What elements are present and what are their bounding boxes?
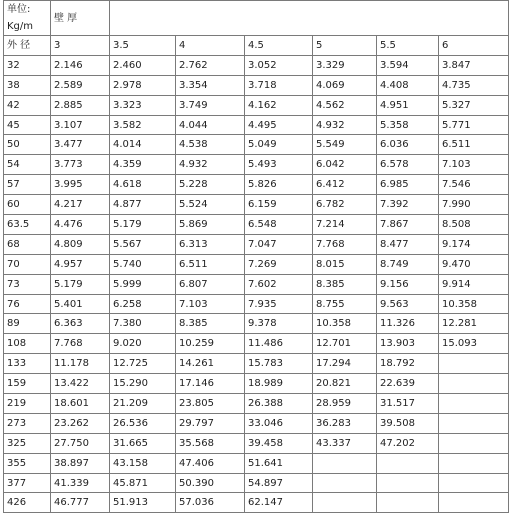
weight-cell: 6.782: [313, 195, 377, 215]
weight-cell: 10.358: [439, 294, 509, 314]
weight-cell: 23.805: [176, 394, 245, 414]
weight-cell: 47.406: [176, 453, 245, 473]
outer-diameter-cell: 32: [4, 55, 51, 75]
weight-cell: 8.749: [377, 254, 439, 274]
weight-cell: 26.536: [110, 413, 176, 433]
weight-cell: 27.750: [51, 433, 110, 453]
empty-cell: [439, 433, 509, 453]
weight-cell: 4.538: [176, 135, 245, 155]
weight-cell: 7.990: [439, 195, 509, 215]
outer-diameter-cell: 45: [4, 115, 51, 135]
weight-cell: 18.792: [377, 354, 439, 374]
weight-cell: 3.052: [245, 55, 313, 75]
weight-cell: 5.228: [176, 175, 245, 195]
weight-cell: 6.578: [377, 155, 439, 175]
weight-cell: 9.563: [377, 294, 439, 314]
table-row: [4, 433, 509, 453]
weight-cell: 5.049: [245, 135, 313, 155]
weight-cell: 4.932: [313, 115, 377, 135]
weight-cell: 46.777: [51, 493, 110, 513]
weight-cell: 7.546: [439, 175, 509, 195]
weight-cell: 3.107: [51, 115, 110, 135]
weight-cell: 8.385: [176, 314, 245, 334]
outer-diameter-cell: 133: [4, 354, 51, 374]
weight-cell: 9.020: [110, 334, 176, 354]
weight-cell: 3.718: [245, 75, 313, 95]
weight-cell: 7.103: [176, 294, 245, 314]
weight-cell: 47.202: [377, 433, 439, 453]
weight-cell: 12.281: [439, 314, 509, 334]
weight-cell: 18.601: [51, 394, 110, 414]
weight-cell: 17.146: [176, 374, 245, 394]
weight-cell: 14.261: [176, 354, 245, 374]
table-row: [4, 254, 509, 274]
weight-cell: 3.582: [110, 115, 176, 135]
empty-cell: [313, 493, 377, 513]
empty-cell: [439, 374, 509, 394]
empty-cell: [313, 453, 377, 473]
weight-cell: 5.826: [245, 175, 313, 195]
weight-cell: 43.158: [110, 453, 176, 473]
outer-diameter-cell: 89: [4, 314, 51, 334]
weight-cell: 9.156: [377, 274, 439, 294]
weight-cell: 6.036: [377, 135, 439, 155]
weight-cell: 3.594: [377, 55, 439, 75]
weight-cell: 13.422: [51, 374, 110, 394]
empty-cell: [439, 413, 509, 433]
table-row: [4, 234, 509, 254]
weight-cell: 4.014: [110, 135, 176, 155]
weight-cell: 5.740: [110, 254, 176, 274]
weight-cell: 7.867: [377, 215, 439, 235]
outer-diameter-cell: 76: [4, 294, 51, 314]
outer-diameter-cell: 57: [4, 175, 51, 195]
weight-cell: 31.517: [377, 394, 439, 414]
weight-cell: 5.999: [110, 274, 176, 294]
weight-cell: 8.015: [313, 254, 377, 274]
table-row: [4, 493, 509, 513]
weight-cell: 5.358: [377, 115, 439, 135]
outer-diameter-cell: 68: [4, 234, 51, 254]
weight-cell: 6.159: [245, 195, 313, 215]
table-row: [4, 55, 509, 75]
weight-cell: 21.209: [110, 394, 176, 414]
weight-cell: 50.390: [176, 473, 245, 493]
weight-cell: 7.047: [245, 234, 313, 254]
thickness-header-cell: 6: [439, 36, 509, 56]
weight-cell: 8.477: [377, 234, 439, 254]
empty-cell: [439, 453, 509, 473]
weight-cell: 39.458: [245, 433, 313, 453]
weight-cell: 11.326: [377, 314, 439, 334]
table-row: [4, 274, 509, 294]
weight-cell: 3.773: [51, 155, 110, 175]
weight-cell: 4.957: [51, 254, 110, 274]
weight-cell: 8.508: [439, 215, 509, 235]
weight-cell: 6.313: [176, 234, 245, 254]
weight-cell: 4.408: [377, 75, 439, 95]
header-blank-cell: [110, 1, 509, 36]
weight-cell: 12.725: [110, 354, 176, 374]
table-row: [4, 195, 509, 215]
weight-cell: 31.665: [110, 433, 176, 453]
weight-cell: 20.821: [313, 374, 377, 394]
weight-cell: 4.495: [245, 115, 313, 135]
outer-diameter-cell: 54: [4, 155, 51, 175]
weight-cell: 7.768: [51, 334, 110, 354]
weight-cell: 6.985: [377, 175, 439, 195]
weight-cell: 3.995: [51, 175, 110, 195]
outer-diameter-cell: 159: [4, 374, 51, 394]
table-row: [4, 394, 509, 414]
weight-cell: 9.378: [245, 314, 313, 334]
weight-cell: 38.897: [51, 453, 110, 473]
weight-cell: 5.549: [313, 135, 377, 155]
unit-cell: [4, 1, 51, 36]
header-row-top: [4, 1, 509, 36]
weight-cell: 4.476: [51, 215, 110, 235]
weight-cell: 2.460: [110, 55, 176, 75]
weight-cell: 3.329: [313, 55, 377, 75]
weight-cell: 6.042: [313, 155, 377, 175]
steel-pipe-weight-table: [3, 0, 509, 513]
thickness-header-cell: 5.5: [377, 36, 439, 56]
weight-cell: 6.511: [439, 135, 509, 155]
empty-cell: [377, 493, 439, 513]
outer-diameter-cell: 63.5: [4, 215, 51, 235]
weight-cell: 6.511: [176, 254, 245, 274]
weight-cell: 18.989: [245, 374, 313, 394]
weight-cell: 5.327: [439, 95, 509, 115]
weight-cell: 4.359: [110, 155, 176, 175]
weight-cell: 6.548: [245, 215, 313, 235]
outer-diameter-header: 外 径: [4, 36, 51, 56]
weight-cell: 13.903: [377, 334, 439, 354]
weight-cell: 4.932: [176, 155, 245, 175]
weight-cell: 15.093: [439, 334, 509, 354]
table-row: [4, 75, 509, 95]
outer-diameter-cell: 73: [4, 274, 51, 294]
thickness-header-cell: 4: [176, 36, 245, 56]
weight-cell: 33.046: [245, 413, 313, 433]
table-row: [4, 314, 509, 334]
outer-diameter-cell: 38: [4, 75, 51, 95]
weight-cell: 3.477: [51, 135, 110, 155]
weight-cell: 57.036: [176, 493, 245, 513]
outer-diameter-cell: 60: [4, 195, 51, 215]
weight-cell: 7.392: [377, 195, 439, 215]
weight-cell: 5.567: [110, 234, 176, 254]
table-row: [4, 473, 509, 493]
weight-cell: 22.639: [377, 374, 439, 394]
outer-diameter-cell: 426: [4, 493, 51, 513]
empty-cell: [439, 354, 509, 374]
table-row: [4, 354, 509, 374]
weight-cell: 7.214: [313, 215, 377, 235]
table-row: [4, 413, 509, 433]
weight-cell: 4.877: [110, 195, 176, 215]
weight-cell: 4.951: [377, 95, 439, 115]
outer-diameter-cell: 42: [4, 95, 51, 115]
weight-cell: 5.179: [110, 215, 176, 235]
weight-cell: 5.869: [176, 215, 245, 235]
weight-cell: 15.290: [110, 374, 176, 394]
weight-cell: 54.897: [245, 473, 313, 493]
weight-cell: 9.914: [439, 274, 509, 294]
weight-cell: 35.568: [176, 433, 245, 453]
weight-cell: 3.847: [439, 55, 509, 75]
weight-cell: 2.885: [51, 95, 110, 115]
thickness-header-cell: 3.5: [110, 36, 176, 56]
weight-cell: 5.524: [176, 195, 245, 215]
table-row: [4, 334, 509, 354]
weight-table-container: [3, 0, 508, 513]
table-row: [4, 155, 509, 175]
outer-diameter-cell: 355: [4, 453, 51, 473]
weight-cell: 3.749: [176, 95, 245, 115]
table-row: [4, 294, 509, 314]
weight-cell: 8.385: [313, 274, 377, 294]
weight-cell: 11.486: [245, 334, 313, 354]
weight-cell: 7.935: [245, 294, 313, 314]
table-row: [4, 115, 509, 135]
thickness-header-cell: 3: [51, 36, 110, 56]
weight-cell: 10.358: [313, 314, 377, 334]
weight-cell: 5.401: [51, 294, 110, 314]
weight-cell: 15.783: [245, 354, 313, 374]
weight-cell: 5.179: [51, 274, 110, 294]
weight-cell: 6.363: [51, 314, 110, 334]
weight-cell: 2.762: [176, 55, 245, 75]
weight-cell: 2.589: [51, 75, 110, 95]
unit-label: 单位:: [7, 4, 31, 15]
wall-thickness-header: 壁 厚: [51, 1, 110, 36]
outer-diameter-cell: 70: [4, 254, 51, 274]
weight-cell: 4.735: [439, 75, 509, 95]
weight-cell: 4.069: [313, 75, 377, 95]
weight-cell: 23.262: [51, 413, 110, 433]
empty-cell: [439, 493, 509, 513]
weight-cell: 6.807: [176, 274, 245, 294]
empty-cell: [313, 473, 377, 493]
weight-cell: 2.146: [51, 55, 110, 75]
outer-diameter-cell: 273: [4, 413, 51, 433]
weight-cell: 5.493: [245, 155, 313, 175]
weight-cell: 36.283: [313, 413, 377, 433]
weight-cell: 4.044: [176, 115, 245, 135]
table-row: [4, 175, 509, 195]
weight-cell: 8.755: [313, 294, 377, 314]
empty-cell: [377, 473, 439, 493]
weight-cell: 4.217: [51, 195, 110, 215]
weight-cell: 41.339: [51, 473, 110, 493]
weight-cell: 7.103: [439, 155, 509, 175]
table-row: [4, 374, 509, 394]
table-row: [4, 95, 509, 115]
weight-cell: 4.162: [245, 95, 313, 115]
weight-cell: 43.337: [313, 433, 377, 453]
weight-cell: 45.871: [110, 473, 176, 493]
weight-cell: 7.602: [245, 274, 313, 294]
weight-cell: 39.508: [377, 413, 439, 433]
weight-cell: 5.771: [439, 115, 509, 135]
weight-cell: 7.768: [313, 234, 377, 254]
weight-cell: 4.618: [110, 175, 176, 195]
weight-cell: 12.701: [313, 334, 377, 354]
weight-cell: 28.959: [313, 394, 377, 414]
outer-diameter-cell: 108: [4, 334, 51, 354]
weight-cell: 4.809: [51, 234, 110, 254]
weight-cell: 11.178: [51, 354, 110, 374]
empty-cell: [439, 473, 509, 493]
weight-cell: 29.797: [176, 413, 245, 433]
weight-cell: 7.380: [110, 314, 176, 334]
thickness-header-cell: 5: [313, 36, 377, 56]
outer-diameter-cell: 219: [4, 394, 51, 414]
table-row: [4, 215, 509, 235]
weight-cell: 51.641: [245, 453, 313, 473]
weight-cell: 51.913: [110, 493, 176, 513]
weight-cell: 62.147: [245, 493, 313, 513]
table-row: [4, 135, 509, 155]
outer-diameter-cell: 325: [4, 433, 51, 453]
weight-cell: 9.174: [439, 234, 509, 254]
weight-cell: 10.259: [176, 334, 245, 354]
weight-cell: 4.562: [313, 95, 377, 115]
outer-diameter-cell: 377: [4, 473, 51, 493]
weight-cell: 7.269: [245, 254, 313, 274]
empty-cell: [439, 394, 509, 414]
weight-cell: 3.354: [176, 75, 245, 95]
empty-cell: [377, 453, 439, 473]
weight-cell: 26.388: [245, 394, 313, 414]
weight-cell: 3.323: [110, 95, 176, 115]
outer-diameter-cell: 50: [4, 135, 51, 155]
weight-cell: 17.294: [313, 354, 377, 374]
weight-cell: 6.412: [313, 175, 377, 195]
table-row: [4, 453, 509, 473]
weight-cell: 6.258: [110, 294, 176, 314]
weight-cell: 2.978: [110, 75, 176, 95]
weight-cell: 9.470: [439, 254, 509, 274]
thickness-header-cell: 4.5: [245, 36, 313, 56]
header-row-thickness: [4, 36, 509, 56]
unit-value: Kg/m: [7, 21, 34, 32]
